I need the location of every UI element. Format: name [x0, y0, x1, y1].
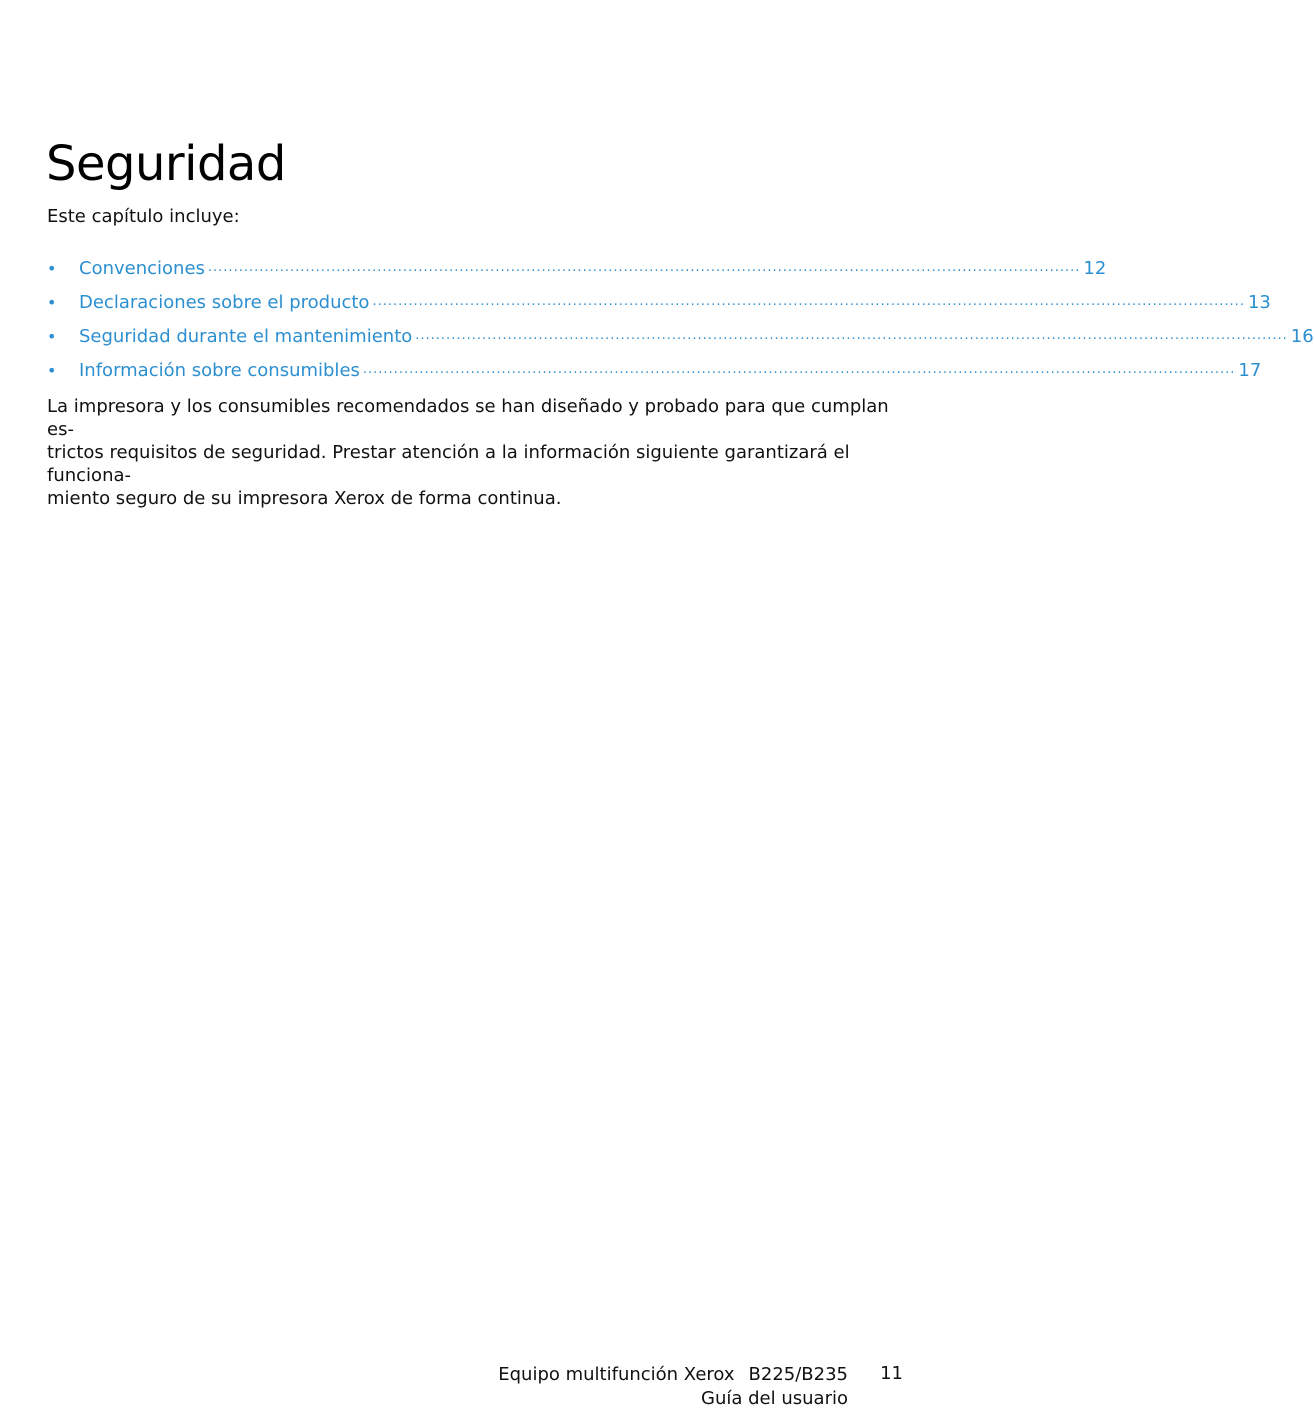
chapter-intro: Este capítulo incluye: — [47, 206, 240, 227]
toc-item-label[interactable]: Seguridad durante el mantenimiento — [79, 325, 413, 347]
page-title: Seguridad — [46, 136, 286, 192]
footer-guide: Guía del usuario — [701, 1388, 848, 1409]
footer-model: B225/B235 — [748, 1364, 848, 1385]
bullet-icon: • — [47, 326, 57, 346]
toc-item-page[interactable]: 16 — [1290, 325, 1314, 347]
paragraph-line: trictos requisitos de seguridad. Prestar atención a la información siguiente garantizará el funciona- — [47, 442, 850, 486]
dot-leader: .......................................................................................................................................................................... — [362, 362, 1236, 377]
paragraph-line: La impresora y los consumibles recomendados se han diseñado y probado para que cumplan es- — [47, 396, 889, 440]
toc-item-declaraciones[interactable] — [46, 285, 1271, 319]
toc-item-label[interactable]: Información sobre consumibles — [79, 359, 360, 381]
toc-item-page[interactable]: 12 — [1083, 257, 1107, 279]
page-number: 11 — [880, 1363, 903, 1384]
bullet-icon: • — [47, 258, 57, 278]
page-footer — [400, 1363, 848, 1411]
footer-product-line — [400, 1363, 848, 1387]
toc-item-label[interactable]: Convenciones — [79, 257, 205, 279]
bullet-icon: • — [47, 360, 57, 380]
toc-item-mantenimiento[interactable] — [46, 319, 1314, 353]
toc-item-page[interactable]: 13 — [1247, 291, 1271, 313]
safety-paragraph — [47, 395, 907, 510]
dot-leader: .......................................................................................................................................................................... — [207, 260, 1081, 275]
toc-item-consumibles[interactable] — [46, 353, 1262, 387]
bullet-icon: • — [47, 292, 57, 312]
dot-leader: .......................................................................................................................................................................... — [415, 328, 1288, 343]
chapter-contents-list — [46, 251, 1314, 387]
toc-item-convenciones[interactable] — [46, 251, 1107, 285]
footer-product: Equipo multifunción Xerox — [498, 1364, 735, 1385]
toc-item-label[interactable]: Declaraciones sobre el producto — [79, 291, 370, 313]
toc-item-page[interactable]: 17 — [1238, 359, 1262, 381]
dot-leader: .......................................................................................................................................................................... — [372, 294, 1245, 309]
paragraph-line: miento seguro de su impresora Xerox de forma continua. — [47, 488, 562, 509]
